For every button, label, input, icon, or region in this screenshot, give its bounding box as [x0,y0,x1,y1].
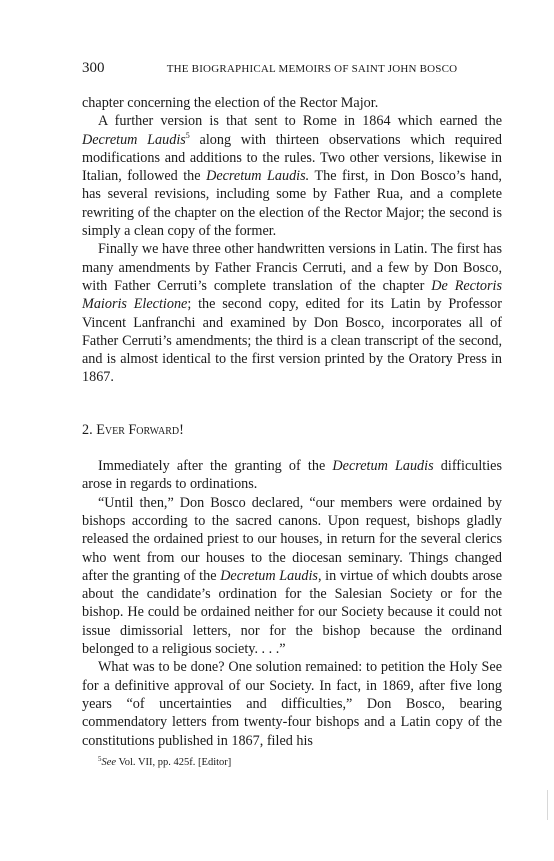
italic-title: Decretum Laudis [332,458,434,475]
italic-title: Decretum Laudis [220,567,318,584]
footnote [82,756,502,769]
page-edge-mark [547,790,548,820]
section-number: 2. [82,421,97,438]
book-page [82,60,502,769]
paragraph-text: The first, in Don Bosco’s hand, has several revisions, including some by Father Rua, and a complete rewriting of the chapter on the election of the Rector Major; the second is simply a clean copy of the former. [82,168,502,240]
paragraph-text: What was to be done? One solution remained: to petition the Holy See for a definitive approval of our Society. In fact, in 1869, after five long years “of uncertainties and difficulties,” Don Bosco, bearing commendatory letters from twenty-four bishops and a Latin copy of the constitutions published in 1867, filed his [82,659,502,749]
paragraph-difficulties [82,457,502,494]
paragraph-solution [82,658,502,749]
body-text [82,94,502,769]
running-head: THE BIOGRAPHICAL MEMOIRS OF SAINT JOHN BOSCO [166,63,458,75]
italic-title: Decretum Laudis [82,131,186,148]
footnote-see: See [101,756,117,768]
section-heading [82,421,502,439]
footnote-marker: 5 [98,754,102,763]
paragraph-text: ; the second copy, edited for its Latin by Professor Vincent Lanfranchi and examined by Don Bosco, incorporates all of Father Cerruti’s amendments; the third is a clean transcript of the second, and is almost identical to the first version printed by the Oratory Press in 1867. [82,296,502,386]
paragraph-text: Finally we have three other handwritten versions in Latin. The first has many amendments by Father Francis Cerruti, and a few by Don Bosco, with Father Cerruti’s complete translation of the chapter [82,241,502,294]
paragraph-text: chapter concerning the election of the Rector Major. [82,95,379,111]
section-title-initial: E [96,421,105,438]
paragraph-text: A further version is that sent to Rome in 1864 which earned the [98,113,502,130]
paragraph-continuation [82,94,502,112]
paragraph-text: , in virtue of which doubts arose about the candidate’s ordination for the Salesian Society or for the bishop. He could be ordained neither for our Society because it could not issue dimissorial letters, nor for the bishop because the ordinand belonged to a religious society. . . .” [82,567,502,658]
italic-title: De Rectoris Maioris Electione [82,277,502,313]
paragraph-text: Immediately after the granting of the [98,458,333,475]
paragraph-further-version [82,112,502,240]
page-header [82,60,502,82]
paragraph-latin-versions [82,240,502,386]
section-title-smallcaps: orward! [136,421,184,438]
paragraph-text: difficulties arose in regards to ordinations. [82,458,502,493]
section-title-smallcaps: ver [104,421,129,438]
footnote-reference: 5 [185,130,190,140]
paragraph-text: along with thirteen observations which required modifications and additions to the rules. Two other versions, likewise in Italian, followed the [82,131,502,185]
paragraph-quotation [82,494,502,659]
paragraph-text: “Until then,” Don Bosco declared, “our members were ordained by bishops according to the sacred canons. Upon request, bishops gladly released the ordained priest to our houses, in return for the several clerics who went from our houses to the diocesan seminary. Things changed after the granting of the [82,494,502,584]
page-number: 300 [82,60,105,76]
footnote-text: Vol. VII, pp. 425f. [Editor] [116,756,232,768]
italic-title: Decretum Laudis. [206,168,310,185]
section-title-initial: F [128,421,137,438]
